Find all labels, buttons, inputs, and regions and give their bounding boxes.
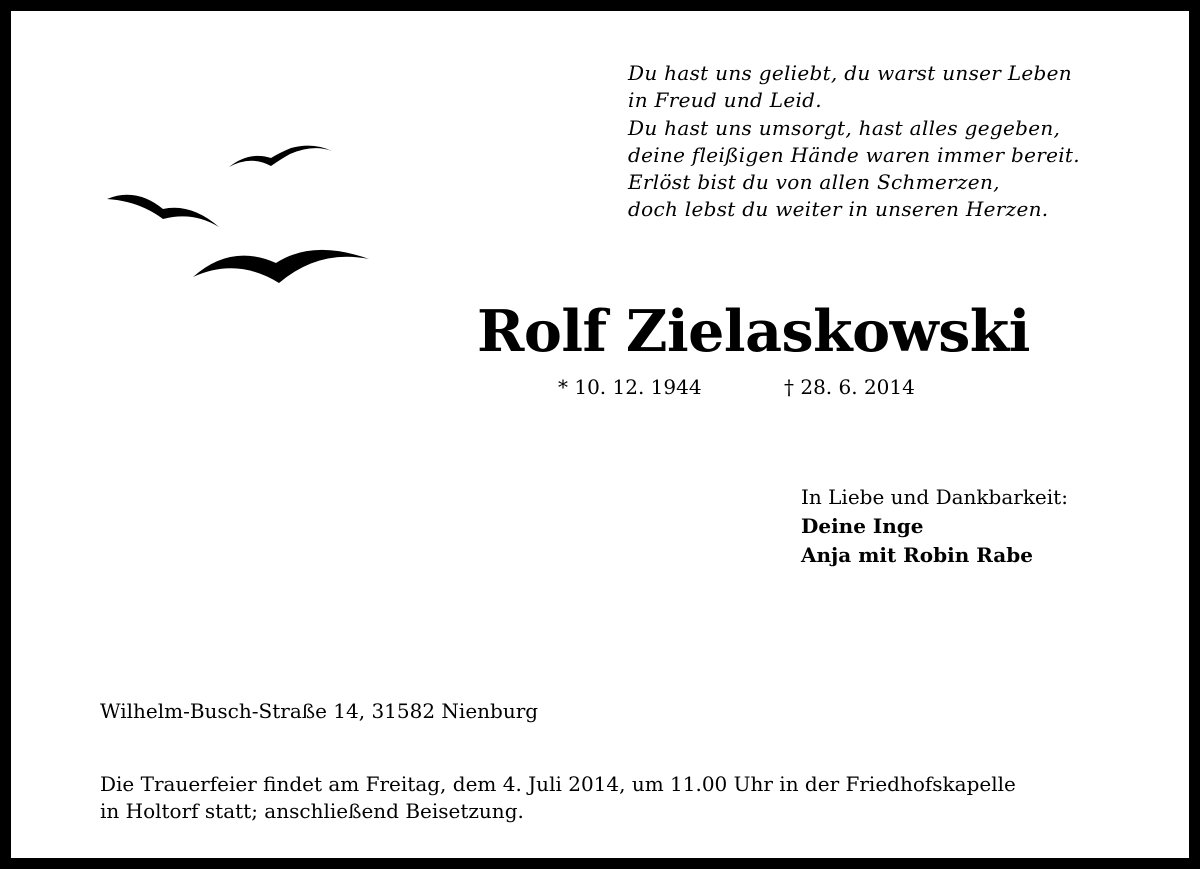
- bird-icon: [107, 195, 219, 227]
- signer-name: Deine Inge: [801, 514, 924, 538]
- memorial-poem: [628, 60, 1188, 224]
- family-address: Wilhelm-Busch-Straße 14, 31582 Nienburg: [100, 699, 539, 723]
- signoff-intro: In Liebe und Dankbarkeit:: [801, 485, 1068, 509]
- service-line: in Holtorf statt; anschließend Beisetzung.: [100, 799, 524, 823]
- poem-line: Du hast uns umsorgt, hast alles gegeben,: [628, 115, 1061, 140]
- signer-name: Anja mit Robin Rabe: [801, 543, 1033, 567]
- funeral-service-info: [100, 771, 1160, 825]
- flying-birds-icon: [101, 131, 381, 301]
- bird-icon: [193, 250, 369, 283]
- poem-line: doch lebst du weiter in unseren Herzen.: [628, 197, 1049, 222]
- death-date: † 28. 6. 2014: [784, 375, 915, 399]
- signoff-block: [801, 483, 1191, 570]
- service-line: Die Trauerfeier findet am Freitag, dem 4. Juli 2014, um 11.00 Uhr in der Friedhofskapelle: [100, 772, 1016, 796]
- birth-date: * 10. 12. 1944: [558, 375, 702, 399]
- poem-line: Erlöst bist du von allen Schmerzen,: [628, 170, 1000, 195]
- bird-icon: [229, 146, 332, 167]
- poem-line: deine fleißigen Hände waren immer bereit.: [628, 142, 1080, 167]
- poem-line: in Freud und Leid.: [628, 88, 822, 113]
- poem-line: Du hast uns geliebt, du warst unser Leben: [628, 61, 1072, 85]
- deceased-name: Rolf Zielaskowski: [477, 298, 1030, 365]
